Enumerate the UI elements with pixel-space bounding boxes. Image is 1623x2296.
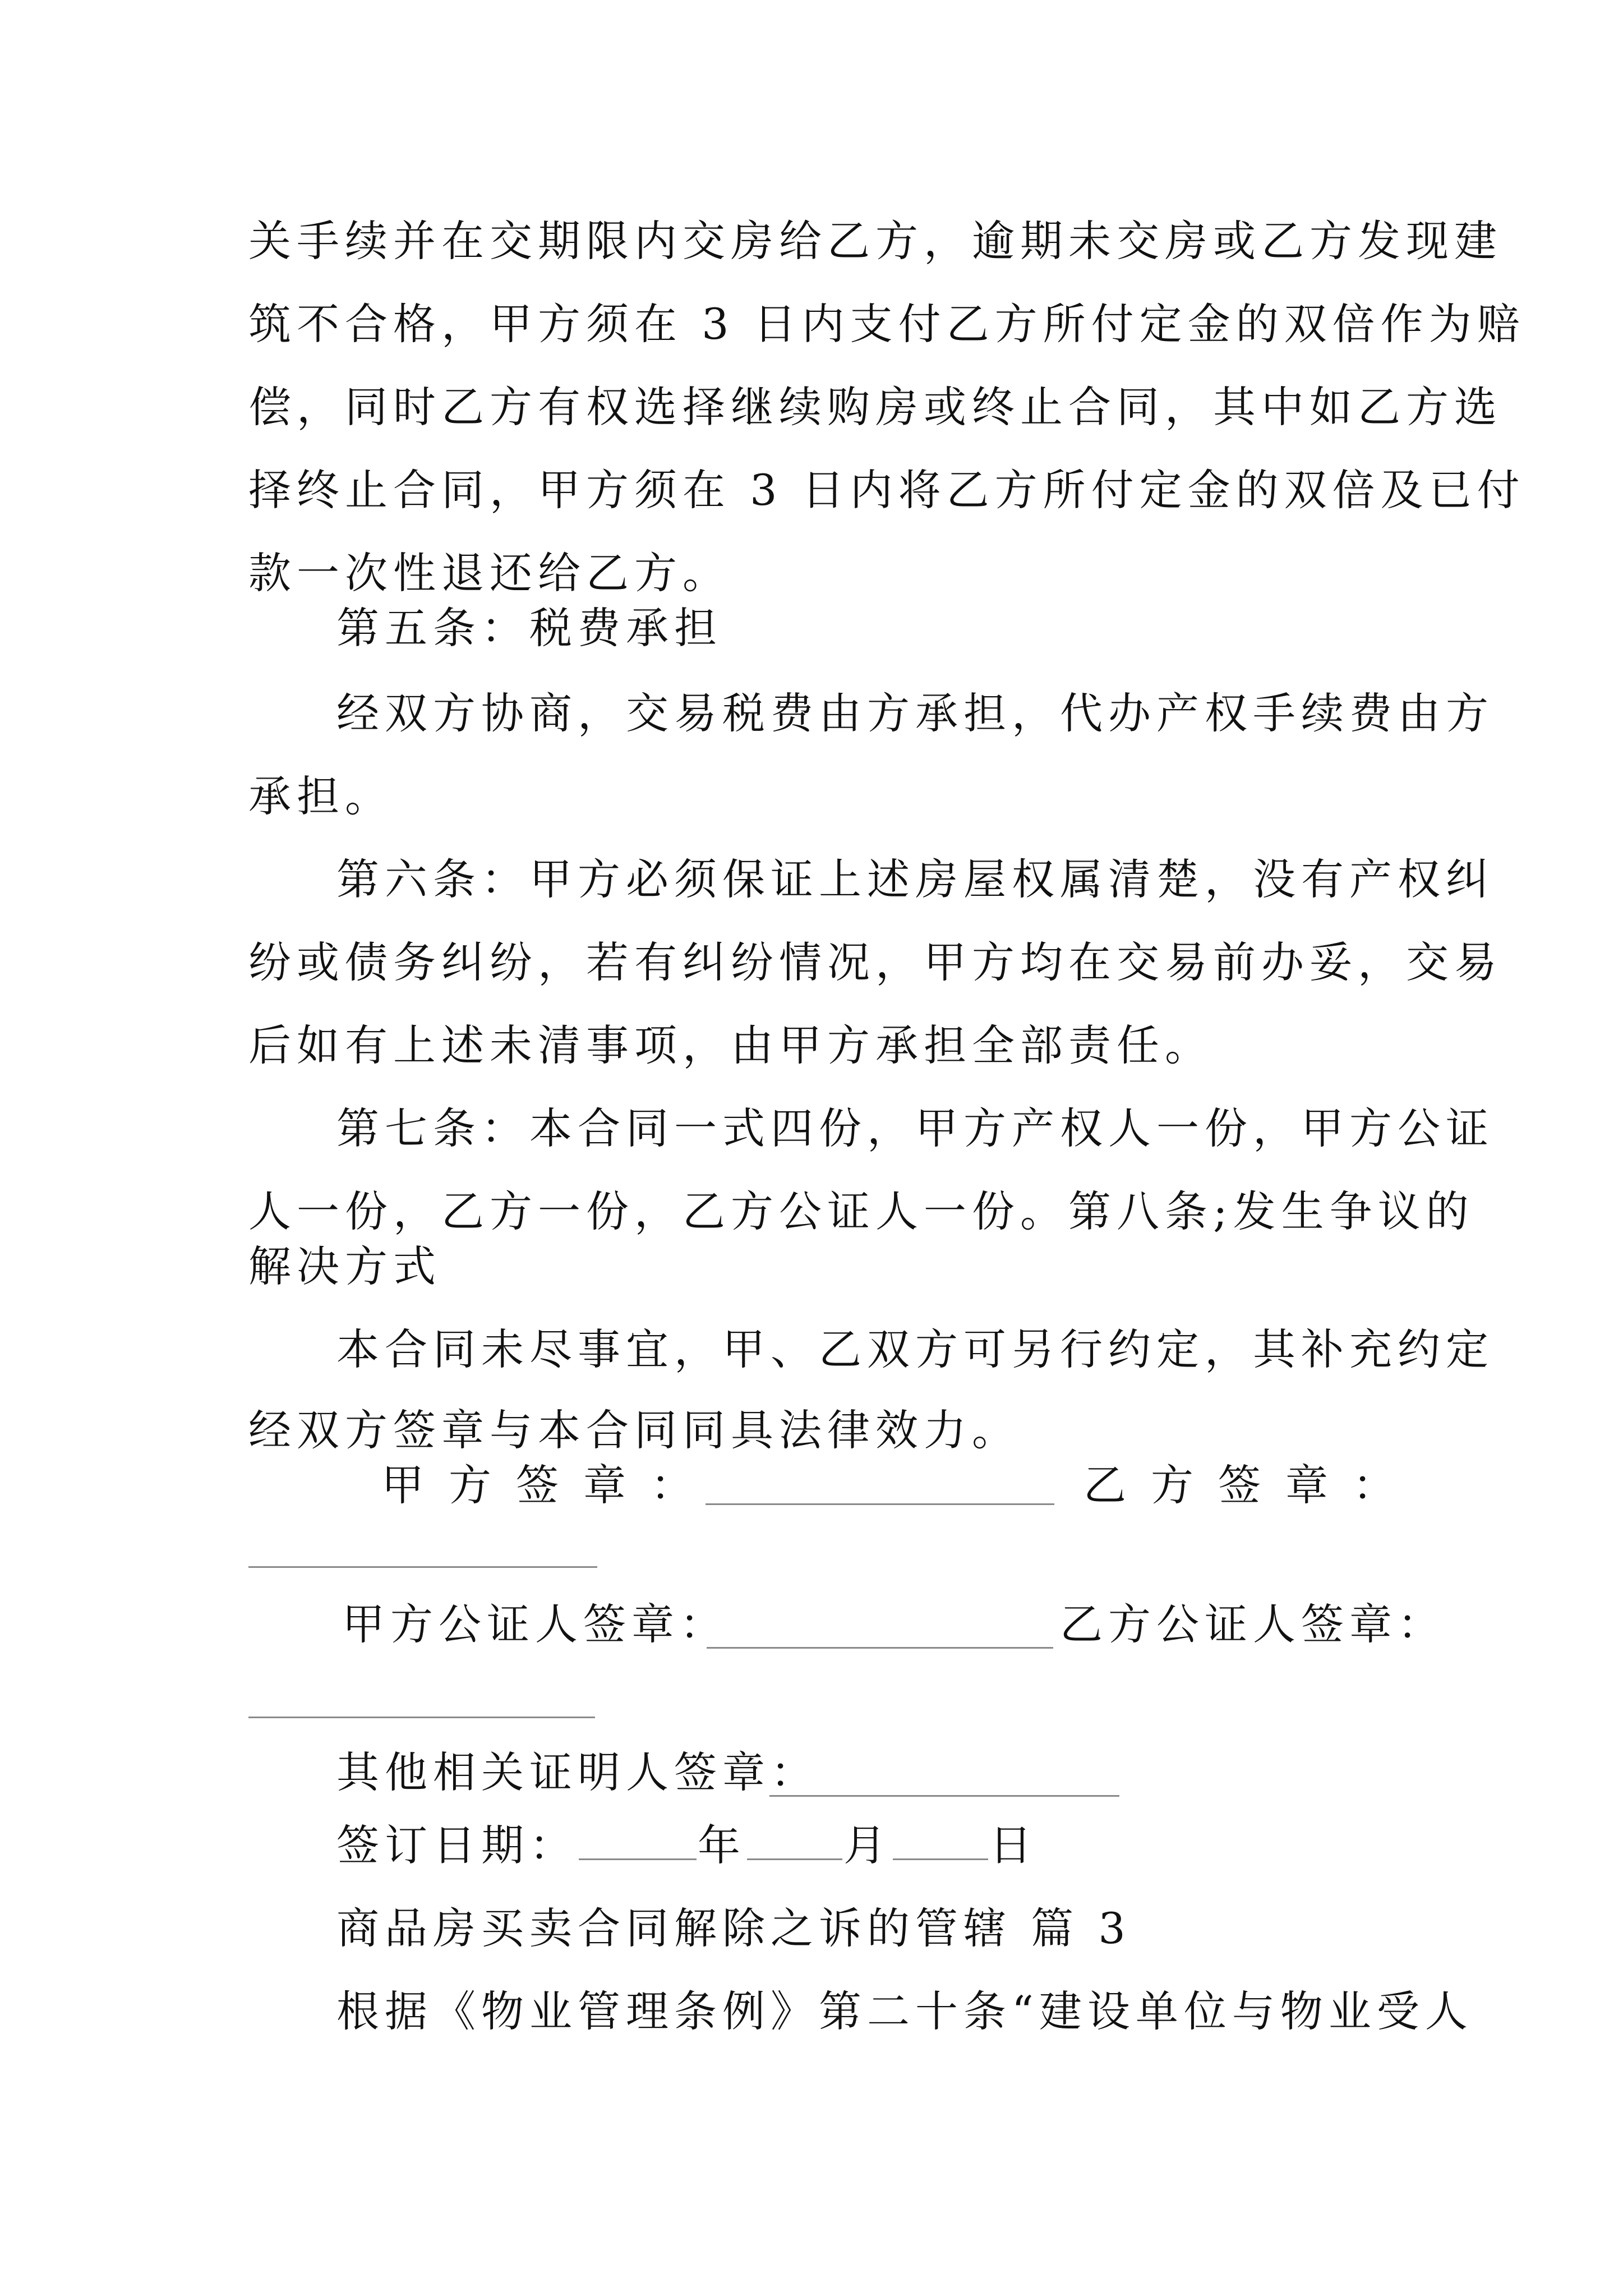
article-heading: 第五条：税费承担 [336, 603, 722, 653]
paragraph-line: 择终止合同，甲方须在 3 日内将乙方所付定金的双倍及已付 [248, 465, 1525, 515]
paragraph-line: 后如有上述未清事项，由甲方承担全部责任。 [248, 1020, 1213, 1070]
signing-date-line [336, 1818, 1038, 1874]
paragraph-line: 纷或债务纠纷，若有纠纷情况，甲方均在交易前办妥，交易 [248, 937, 1502, 987]
party-a-notary-signature-field[interactable] [707, 1647, 1053, 1649]
paragraph-line: 根据《物业管理条例》第二十条“建设单位与物业受人 [336, 1986, 1473, 2036]
witness-signature-field[interactable] [769, 1795, 1119, 1797]
party-b-signature-label: 乙方签章： [1083, 1460, 1420, 1510]
party-a-notary-signature-label: 甲方公证人签章： [342, 1599, 728, 1649]
paragraph-line: 本合同未尽事宜，甲、乙双方可另行约定，其补充约定 [336, 1324, 1494, 1374]
paragraph-line: 经双方签章与本合同同具法律效力。 [248, 1405, 1020, 1455]
party-b-signature-field[interactable] [248, 1566, 597, 1568]
month-label: 月 [843, 1820, 892, 1870]
paragraph-line: 筑不合格，甲方须在 3 日内支付乙方所付定金的双倍作为赔 [248, 299, 1525, 349]
paragraph-line: 关手续并在交期限内交房给乙方，逾期未交房或乙方发现建 [248, 216, 1502, 266]
paragraph-line: 解决方式 [248, 1241, 441, 1291]
paragraph-line: 第七条：本合同一式四份，甲方产权人一份，甲方公证 [336, 1103, 1494, 1153]
paragraph-line: 第六条：甲方必须保证上述房屋权属清楚，没有产权纠 [336, 854, 1494, 904]
paragraph-line: 承担。 [248, 771, 393, 821]
year-field[interactable] [579, 1819, 697, 1860]
party-a-signature-label: 甲方签章： [381, 1460, 718, 1510]
section-heading: 商品房买卖合同解除之诉的管辖 篇 3 [336, 1903, 1131, 1953]
year-label: 年 [698, 1820, 746, 1870]
party-b-notary-signature-label: 乙方公证人签章： [1060, 1599, 1446, 1649]
paragraph-line: 款一次性退还给乙方。 [248, 548, 731, 598]
month-field[interactable] [747, 1819, 842, 1860]
day-field[interactable] [893, 1819, 988, 1860]
paragraph-line: 偿，同时乙方有权选择继续购房或终止合同，其中如乙方选 [248, 382, 1502, 432]
party-b-notary-signature-field[interactable] [248, 1717, 595, 1718]
party-a-signature-field[interactable] [706, 1503, 1054, 1505]
paragraph-line: 人一份，乙方一份，乙方公证人一份。第八条;发生争议的 [248, 1186, 1474, 1236]
witness-signature-label: 其他相关证明人签章： [336, 1747, 819, 1797]
paragraph-line: 经双方协商，交易税费由方承担，代办产权手续费由方 [336, 688, 1494, 738]
date-label: 签订日期： [336, 1820, 578, 1870]
day-label: 日 [989, 1820, 1038, 1870]
